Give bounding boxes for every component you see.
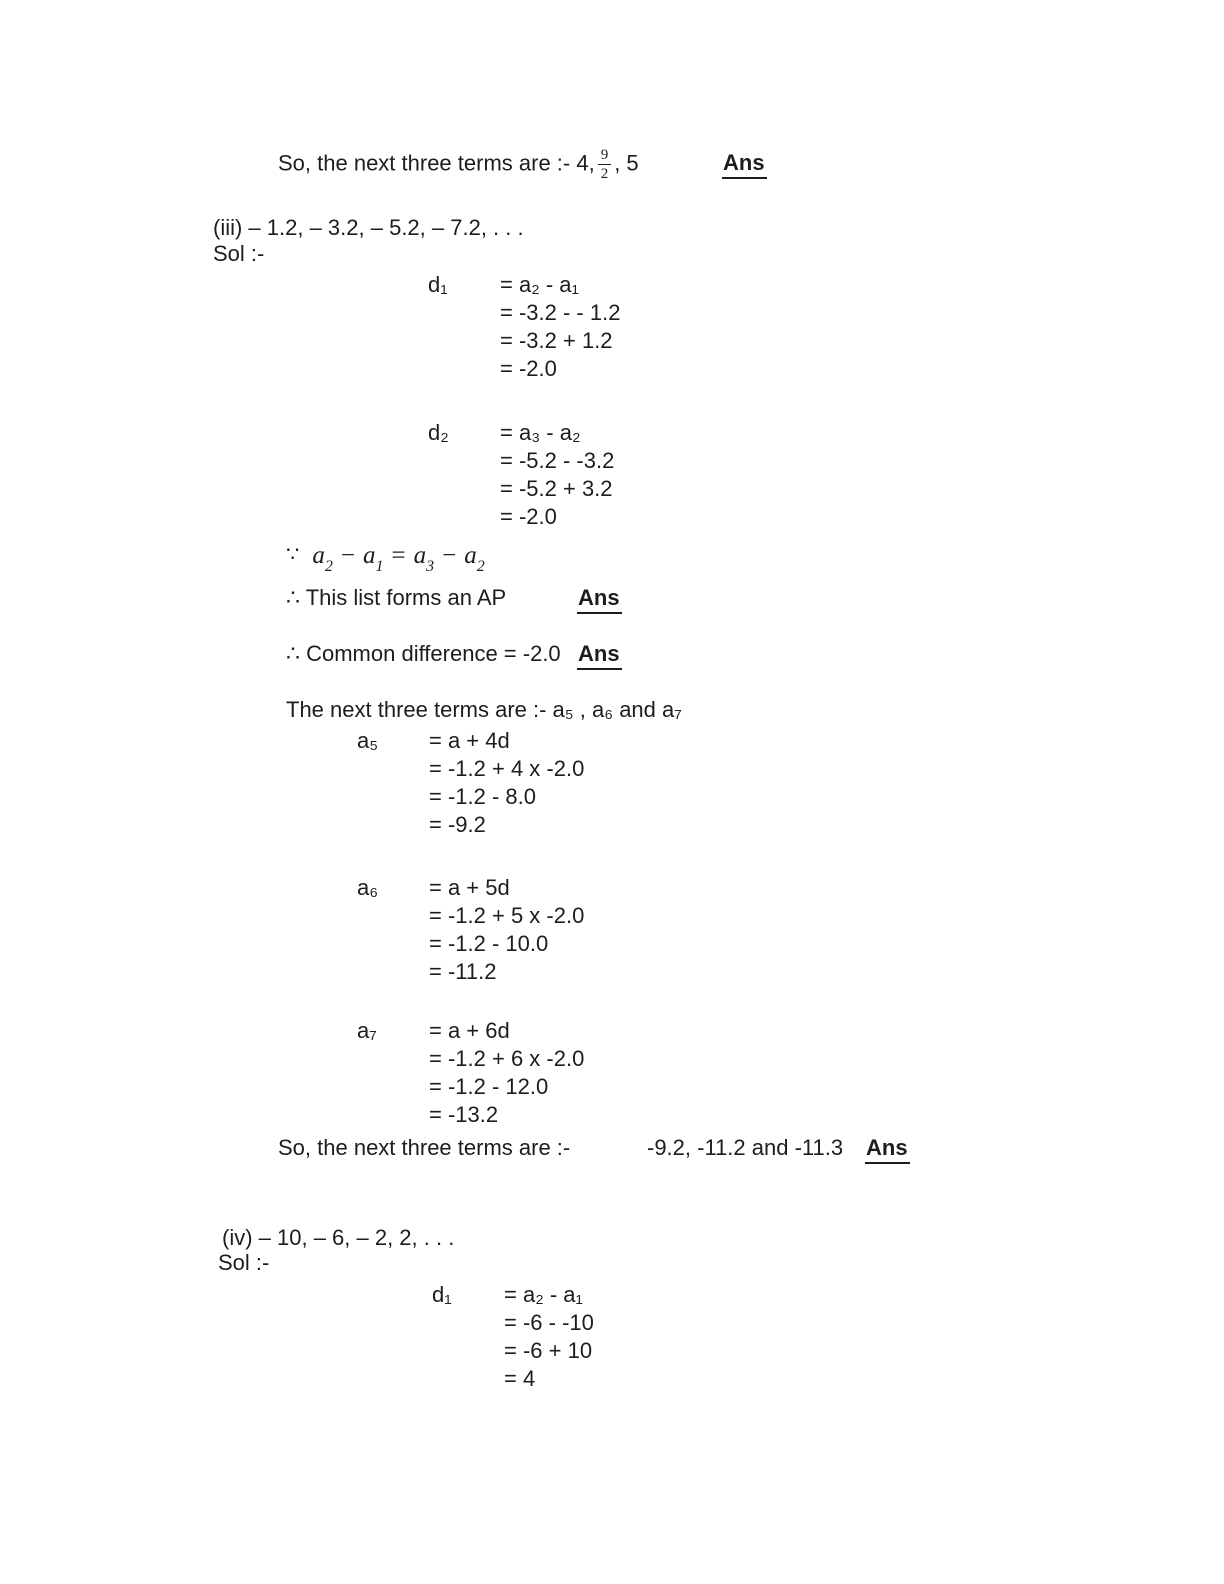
next-terms-heading: The next three terms are :- a₅ , a₆ and a₇ [286, 697, 682, 722]
equation-line: = -1.2 + 5 x -2.0 [429, 903, 585, 928]
equation-line: = a + 5d [429, 875, 510, 900]
calc-block-d1-iv [432, 1281, 594, 1393]
calc-block-a6 [357, 874, 584, 986]
math-var-a: a [464, 542, 477, 569]
math-sub-3: 3 [426, 558, 435, 575]
part-iv-sol-label: Sol :- [218, 1250, 270, 1275]
ans-label-part-ii: Ans [722, 149, 767, 179]
ans-label-summary-iii: Ans [865, 1134, 910, 1164]
answer-text-suffix: , 5 [614, 150, 639, 176]
equation-line: = -5.2 + 3.2 [500, 476, 613, 501]
equation-line: = -1.2 - 12.0 [429, 1074, 549, 1099]
conclusion-forms-ap: ∴ This list forms an AP [286, 585, 507, 610]
equation-line: = -9.2 [429, 812, 486, 837]
conclusion-common-difference: ∴ Common difference = -2.0 [286, 641, 561, 666]
part-iv-heading: (iv) – 10, – 6, – 2, 2, . . . [222, 1225, 455, 1250]
equation-line: = -2.0 [500, 504, 557, 529]
term-label-a7: a₇ [357, 1018, 377, 1043]
fraction-nine-halves [598, 147, 612, 182]
term-label-d1: d₁ [428, 272, 448, 297]
equation-line: = -5.2 - -3.2 [500, 448, 615, 473]
equation-line: = -13.2 [429, 1102, 499, 1127]
math-sub-2: 2 [476, 558, 485, 575]
equation-line: = a₃ - a₂ [500, 420, 581, 445]
equation-line: = -3.2 - - 1.2 [500, 300, 621, 325]
term-label-d1: d₁ [432, 1282, 452, 1307]
part-iii-heading: (iii) – 1.2, – 3.2, – 5.2, – 7.2, . . . [213, 215, 524, 240]
fraction-denominator: 2 [600, 166, 609, 183]
term-label-a6: a₆ [357, 875, 379, 900]
answer-text-prefix: So, the next three terms are :- 4, [278, 150, 595, 176]
ans-label-common-difference: Ans [577, 640, 622, 670]
math-sub-1: 1 [375, 558, 384, 575]
math-var-a: a [413, 542, 427, 569]
equals-operator: = [391, 542, 406, 569]
equation-line: = -1.2 + 4 x -2.0 [429, 756, 585, 781]
equation-line: = 4 [504, 1366, 536, 1391]
calc-block-d1-iii [428, 271, 620, 383]
calc-block-a7 [357, 1017, 584, 1129]
equation-line: = -3.2 + 1.2 [500, 328, 613, 353]
equation-line: = -6 + 10 [504, 1338, 593, 1363]
equation-line: = -6 - -10 [504, 1310, 594, 1335]
answer-line-part-ii [278, 147, 639, 182]
ans-label-forms-ap: Ans [577, 584, 622, 614]
part-iii-sol-label: Sol :- [213, 241, 265, 266]
math-var-a: a [312, 542, 325, 569]
math-var-a: a [362, 542, 376, 569]
equation-line: = -1.2 - 8.0 [429, 784, 537, 809]
equation-line: = a₂ - a₁ [504, 1282, 583, 1307]
because-equation [286, 540, 485, 582]
because-symbol: ∵ [286, 543, 300, 566]
minus-operator: − [442, 542, 457, 569]
math-sub-2: 2 [324, 558, 333, 575]
summary-text-part-iii: So, the next three terms are :- [278, 1135, 571, 1160]
summary-values-part-iii: -9.2, -11.2 and -11.3 [647, 1135, 844, 1160]
equation-line: = a + 6d [429, 1018, 510, 1043]
equation-line: = a₂ - a₁ [500, 272, 579, 297]
term-label-a5: a₅ [357, 728, 379, 753]
calc-block-a5 [357, 727, 584, 839]
equation-line: = a + 4d [429, 728, 510, 753]
minus-operator: − [340, 542, 355, 569]
calc-block-d2-iii [428, 419, 614, 531]
fraction-numerator: 9 [598, 147, 612, 165]
equation-line: = -11.2 [429, 959, 497, 984]
equation-line: = -1.2 + 6 x -2.0 [429, 1046, 585, 1071]
equation-line: = -1.2 - 10.0 [429, 931, 549, 956]
equation-line: = -2.0 [500, 356, 557, 381]
term-label-d2: d₂ [428, 420, 449, 445]
